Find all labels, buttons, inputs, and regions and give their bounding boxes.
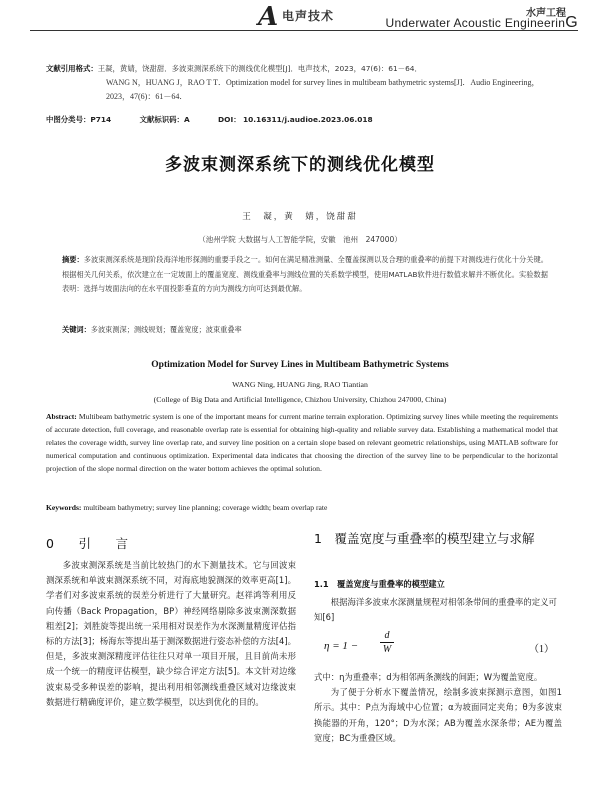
citation-text-en-1: WANG N，HUANG J，RAO T T．Optimization model for survey lines in multibeam bathymetric systems[J]．Audio Engineering，	[106, 78, 540, 87]
affiliation-en: (College of Big Data and Artificial Intelligence, Chizhou University, Chizhou 247000, China)	[153, 395, 447, 404]
authors-cn: 王 凝，黄 婧，饶甜甜	[242, 212, 358, 222]
citation-block	[46, 62, 566, 104]
header-rule	[30, 30, 578, 31]
keywords-en: Keywords: multibeam bathymetry; survey line planning; coverage width; beam overlap rate	[46, 503, 328, 512]
authors-en: WANG Ning, HUANG Jing, RAO Tiantian	[232, 380, 368, 389]
citation-text-en-2: 2023，47(6)：61－64．	[106, 92, 188, 101]
figure-description: 为了便于分析水下覆盖情况，绘制多波束探测示意图，如图1所示。其中：P点为海域中心位置；α为坡面同定夹角；θ为多波束换能器的开角，120°；D为水深；AB为覆盖水深条带；AE为覆盖宽度；BC为重叠区域。	[314, 687, 562, 743]
affiliation-cn: （池州学院 大数据与人工智能学院，安徽 池州 247000）	[198, 235, 402, 244]
citation-text-cn: 王凝，黄婧，饶甜甜．多波束测深系统下的测线优化模型[J]．电声技术，2023，47(6)：61－64．	[97, 64, 422, 73]
equation-1	[324, 630, 564, 664]
section-name-cn: 水声工程	[526, 8, 566, 19]
section-1-paragraph-2	[314, 670, 562, 746]
equation-lhs: η = 1 −	[324, 640, 359, 652]
intro-paragraph: 多波束测深系统是当前比较热门的水下测量技术。它与回波束测深系统和单波束测深系统不同，对海底地貌测深的效率更高[1]。学者们对多波束系统的误差分析进行了大量研究。赵祥鸿等利用反向传播（Back Propagation，BP）神经网络剔除多波束测深数据粗差[2]；刘胜旋等提出统一采用相对误差作为水深测量精度评估指标的方法[3]；杨海东等提出基于测深数据进行姿态补偿的方法[4]。但是，多波束测深精度评估往往只对单一项目开展，且目前尚未形成一个统一的精度评估模型，缺少综合评定方法[5]。本文针对边缘波束易受多种误差的影响，提出利用相邻测线重叠区域对边缘波束数据进行精确度评价，建立数学模型，以达到优化的目的。	[46, 560, 296, 707]
equation-fraction	[380, 630, 394, 655]
section-1-paragraph-1: 根据海洋多波束水深测量规程对相邻条带间的重叠率的定义可知[6]	[314, 597, 557, 623]
meta-line: 中图分类号：P714 文献标识码：A DOI： 10.16311/j.audioe.2023.06.018	[46, 115, 373, 124]
paper-title-en: Optimization Model for Survey Lines in Multibeam Bathymetric Systems	[151, 360, 449, 370]
paper-title-cn: 多波束测深系统下的测线优化模型	[165, 155, 435, 175]
subsection-1-1-heading: 1.1 覆盖宽度与重叠率的模型建立	[314, 579, 445, 589]
abstract-cn: 摘要：多波束测深系统是现阶段海洋地形探测的重要手段之一。如何在满足精准测量、全覆盖探测以及合理的重叠率的前提下对测线进行优化十分关键。根据相关几何关系，依次建立在一定坡面上的覆盖宽度、测线重叠率与测线位置的关系数学模型，使用MATLAB软件进行数值求解并不断优化。实验数据表明：选择与坡面法向的在水平面投影垂直的方向为测线方向可达到最优解。	[62, 255, 548, 293]
abstract-en: Abstract: Multibeam bathymetric system is one of the important means for current marine terrain exploration. Optimizing survey lines while meeting the requirements of accurate detection, full coverage, and reasonable overlap rate is essential for obtaining high-quality and reliable survey data. Establishing a mathematical model that relates the coverage width, survey line overlap rate, and survey line position on a certain slope based on relevant geometric relationships, using MATLAB software for numerical computation and continuous optimization. Experimental data indicates that choosing the direction of the survey line to be perpendicular to the horizontal projection of the slope normal direction on the water bottom achieves the optimal solution.	[46, 412, 559, 473]
equation-denominator: W	[382, 644, 392, 655]
section-name-en: Underwater Acoustic EngineerinG	[385, 14, 578, 31]
section-1-heading: 1 覆盖宽度与重叠率的模型建立与求解	[314, 531, 535, 546]
equation-explanation: 式中：η为重叠率；d为相邻两条测线的间距；W为覆盖宽度。	[314, 672, 543, 682]
keywords-cn: 关键词：多波束测深；测线规划；覆盖宽度；波束重叠率	[62, 325, 242, 334]
intro-body	[46, 558, 296, 710]
equation-numerator: d	[384, 630, 390, 641]
equation-number: （1）	[529, 644, 554, 655]
journal-brand: 电声技术	[282, 9, 335, 23]
citation-label: 文献引用格式：	[46, 64, 98, 73]
journal-logo: A	[258, 2, 279, 32]
section-0-heading: 0 引 言	[46, 536, 134, 551]
